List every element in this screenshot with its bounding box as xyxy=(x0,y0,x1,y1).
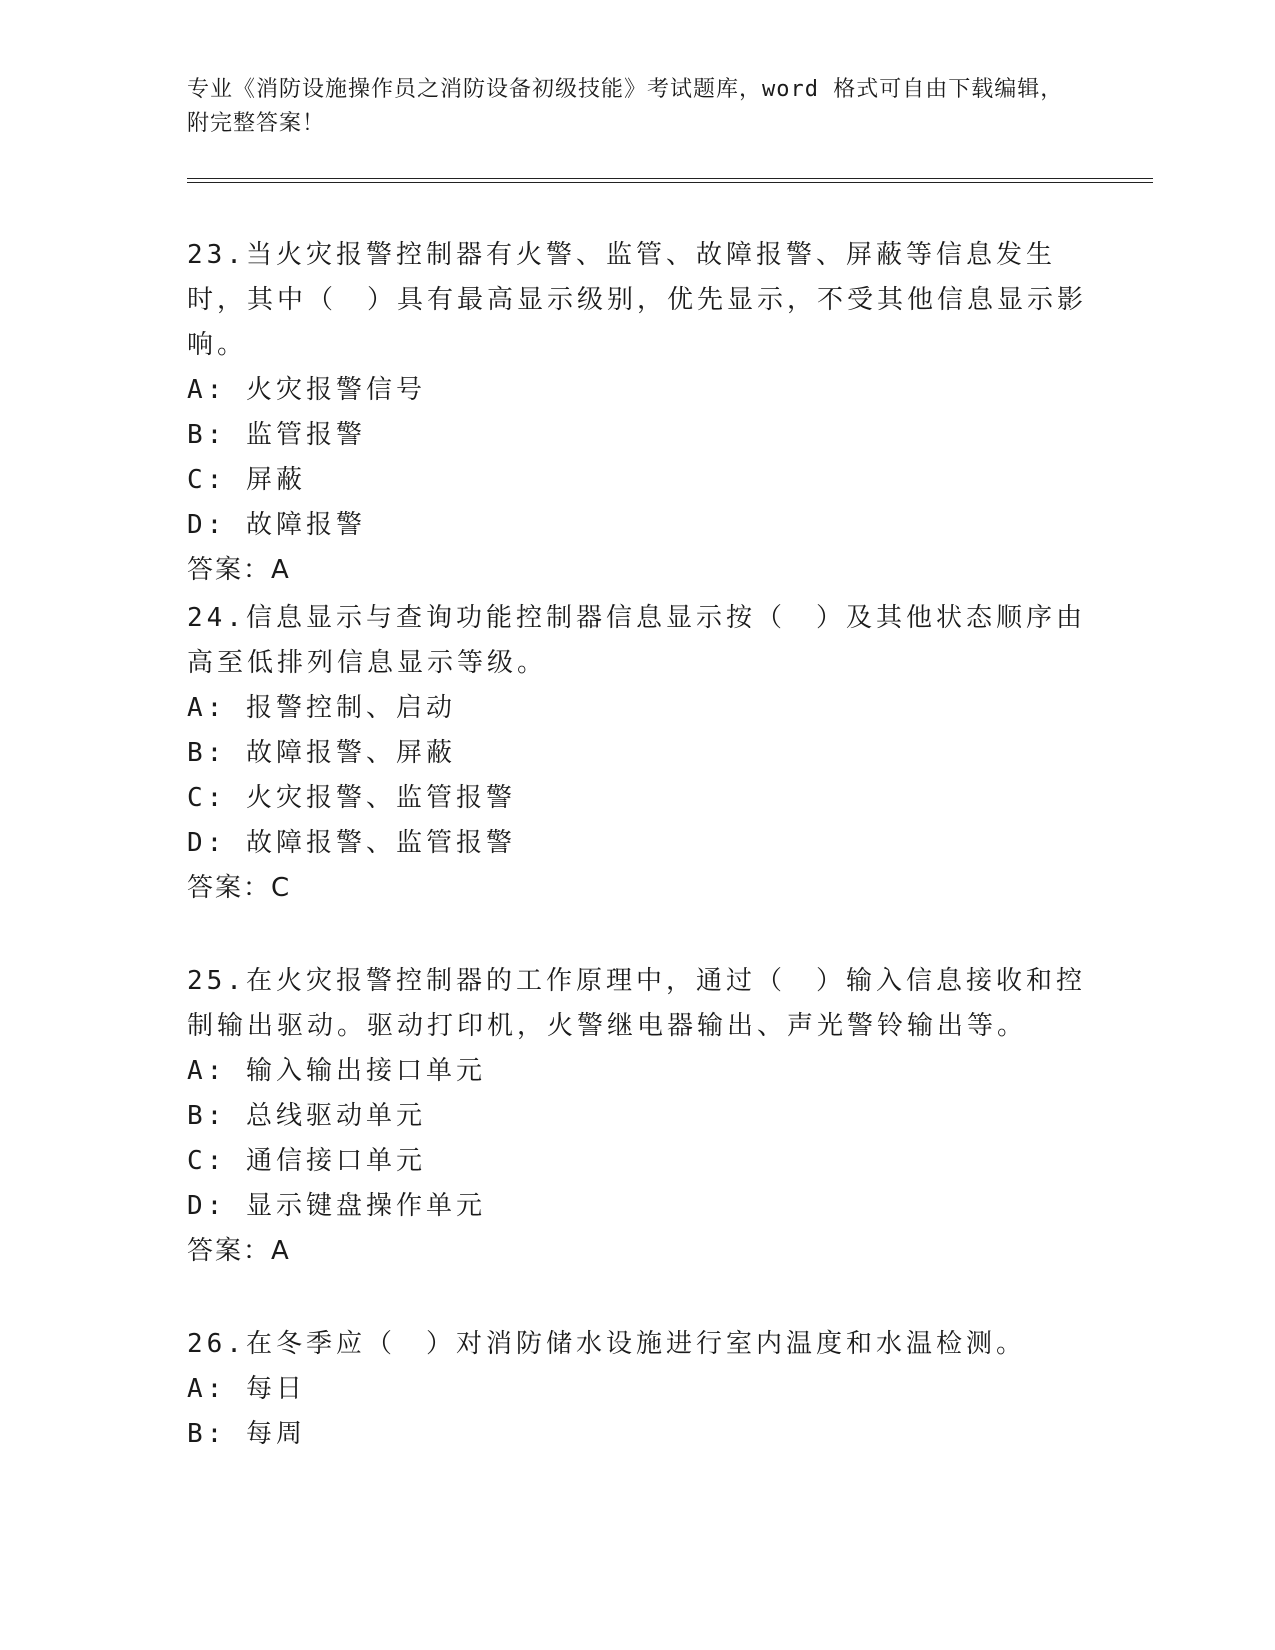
question-stem: 25.在火灾报警控制器的工作原理中，通过（ ）输入信息接收和控制输出驱动。驱动打印机，火警继电器输出、声光警铃输出等。 xyxy=(187,966,1086,1041)
question-24 xyxy=(187,596,1087,911)
option-a: A: 输入输出接口单元 xyxy=(187,1056,486,1086)
question-stem: 26.在冬季应（ ）对消防储水设施进行室内温度和水温检测。 xyxy=(187,1329,1026,1359)
option-c: C: 屏蔽 xyxy=(187,465,306,495)
question-23 xyxy=(187,233,1087,593)
document-header: 专业《消防设施操作员之消防设备初级技能》考试题库，word 格式可自由下载编辑，附完整答案！ xyxy=(187,77,1064,136)
answer: 答案：A xyxy=(187,1236,291,1266)
answer: 答案：C xyxy=(187,873,292,903)
option-d: D: 显示键盘操作单元 xyxy=(187,1191,486,1221)
option-d: D: 故障报警、监管报警 xyxy=(187,828,516,858)
option-a: A: 每日 xyxy=(187,1374,306,1404)
header-divider xyxy=(187,178,1153,179)
answer: 答案：A xyxy=(187,555,291,585)
question-25 xyxy=(187,959,1087,1274)
question-26 xyxy=(187,1322,1087,1457)
option-a: A: 报警控制、启动 xyxy=(187,693,456,723)
question-stem: 23.当火灾报警控制器有火警、监管、故障报警、屏蔽等信息发生时，其中（ ）具有最高显示级别，优先显示，不受其他信息显示影响。 xyxy=(187,240,1088,360)
option-b: B: 每周 xyxy=(187,1419,306,1449)
option-a: A: 火灾报警信号 xyxy=(187,375,426,405)
option-c: C: 火灾报警、监管报警 xyxy=(187,783,516,813)
header-divider xyxy=(187,182,1153,183)
option-b: B: 故障报警、屏蔽 xyxy=(187,738,456,768)
question-stem: 24.信息显示与查询功能控制器信息显示按（ ）及其他状态顺序由高至低排列信息显示等级。 xyxy=(187,603,1086,678)
option-b: B: 总线驱动单元 xyxy=(187,1101,426,1131)
option-d: D: 故障报警 xyxy=(187,510,366,540)
option-b: B: 监管报警 xyxy=(187,420,366,450)
option-c: C: 通信接口单元 xyxy=(187,1146,426,1176)
